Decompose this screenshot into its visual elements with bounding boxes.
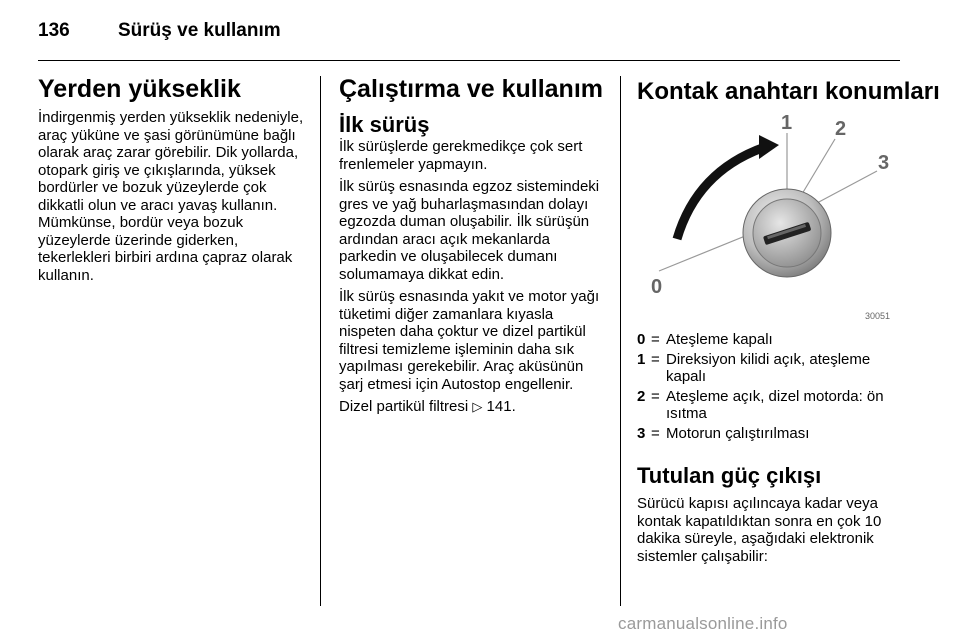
subheading-first-drive: İlk sürüş [339,112,430,137]
column-divider-1 [320,76,321,606]
first-drive-paragraph-1: İlk sürüşlerde gerekmedikçe çok sert frenlemeler yapmayın. [339,138,583,173]
legend-separator: = [651,350,660,368]
ground-clearance-paragraph: İndirgenmiş yerden yükseklik nedeniyle, araç yüküne ve şasi görünümüne bağlı olarak araç zarar görebilir. Dik yollarda, otopark giriş ve çıkışlarında, yüksek bordürler ve bozuk yüzeylerde çok dikkatli olun ve aracı yavaş kullanın. Mümkünse, bordür veya bozuk yüzeylerde üzerinde giderken, tekerlekleri birbiri ardına çapraz olarak kullanın. [38,109,304,284]
heading-retained-power: Tutulan güç çıkışı [637,463,822,488]
page-number: 136 [38,20,70,41]
legend-item [637,425,907,443]
heading-ignition-positions: Kontak anahtarı konumları [637,78,940,105]
ignition-switch-figure [637,111,899,323]
legend-key: 2 [637,387,646,405]
ignition-position-legend [637,331,907,442]
position-label-2: 2 [835,118,847,140]
legend-text: Ateşleme açık, dizel motorda: ön ısıtma [666,387,884,422]
first-drive-paragraph-3: İlk sürüş esnasında yakıt ve motor yağı tüketimi diğer zamanlara kıyasla nispeten daha çoktur ve dizel partikül filtresi temizleme işleminin daha sık yapılması gerekebilir. Araç aküsünün şarj etmesi için Autostop engellenir. [339,288,600,393]
first-drive-paragraph-2: İlk sürüş esnasında egzoz sistemindeki gres ve yağ buharlaşmasından dolayı egzozda duman oluşabilir. İlk sürüşün ardından aracı açık mekanlarda parkedin ve oluşabilecek dumanı solumamaya dikkat edin. [339,178,600,283]
page-reference-icon: ▷ [472,399,483,414]
ignition-switch-illustration [637,111,899,323]
watermark-text: carmanualsonline.info [618,614,788,633]
legend-key: 1 [637,350,646,368]
section-title: Sürüş ve kullanım [118,20,281,41]
column-ground-clearance [38,74,310,292]
position-label-0: 0 [651,276,663,298]
retained-power-paragraph: Sürücü kapısı açılıncaya kadar veya kontak kapatıldıktan sonra en çok 10 dakika süreyle, aşağıdaki elektronik sistemler çalışabilir: [637,495,882,565]
legend-separator: = [651,424,660,442]
column-divider-2 [620,76,621,606]
legend-item [637,388,907,423]
heading-starting-operating: Çalıştırma ve kullanım [339,75,604,103]
column-ignition-positions [637,74,940,573]
legend-key: 0 [637,331,646,348]
legend-separator: = [651,387,660,405]
figure-code: 30051 [865,311,891,321]
legend-item [637,351,907,386]
position-label-1: 1 [781,112,793,134]
legend-text: Direksiyon kilidi açık, ateşleme kapalı [666,350,871,385]
diesel-filter-reference [339,398,611,416]
column-starting-operating [339,74,611,424]
position-label-3: 3 [878,152,890,174]
legend-text: Motorun çalıştırılması [666,424,810,442]
header-divider [38,60,900,61]
reference-page[interactable]: 141. [486,398,516,415]
legend-item [637,331,907,349]
legend-separator: = [651,331,660,348]
legend-text: Ateşleme kapalı [666,331,773,348]
legend-key: 3 [637,424,646,442]
reference-text: Dizel partikül filtresi [339,398,469,415]
heading-ground-clearance: Yerden yükseklik [38,75,241,103]
